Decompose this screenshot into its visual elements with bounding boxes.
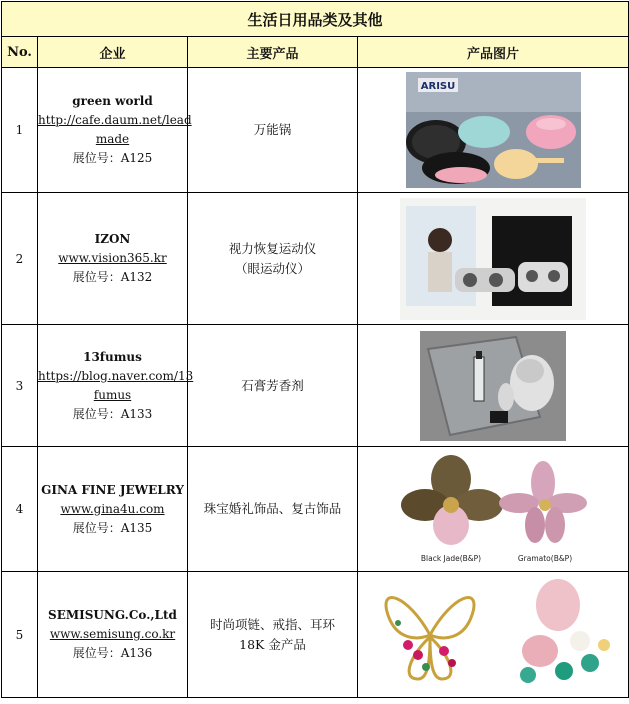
- booth-number: 展位号：A136: [72, 646, 153, 660]
- url-line[interactable]: https://blog.naver.com/13: [38, 368, 194, 383]
- product-cell: [188, 447, 358, 572]
- company-cell: [38, 193, 188, 325]
- product-line: 石膏芳香剂: [241, 377, 304, 393]
- url-line[interactable]: www.semisung.co.kr: [49, 627, 176, 641]
- row-number: 5: [2, 572, 38, 698]
- product-cell: [188, 325, 358, 447]
- table-title: 生活日用品类及其他: [2, 2, 629, 37]
- company-name: green world: [72, 94, 153, 108]
- header-product: 主要产品: [188, 37, 358, 68]
- row-number: 3: [2, 325, 38, 447]
- table-row: [2, 193, 629, 325]
- row-number: 1: [2, 68, 38, 193]
- company-cell: [38, 572, 188, 698]
- fashion-jewelry-photo: [368, 575, 618, 695]
- table-row: [2, 447, 629, 572]
- booth-number: 展位号：A133: [72, 406, 153, 421]
- product-image-cell: [358, 447, 629, 572]
- jewelry-caption: Black Jade(B&P): [420, 554, 482, 563]
- diffuser-photo: [420, 331, 566, 441]
- product-line: 18K 金产品: [239, 636, 306, 652]
- jewelry-caption: Gramato(B&P): [517, 554, 573, 563]
- booth-number: 展位号：A132: [72, 270, 153, 284]
- product-cell: [188, 193, 358, 325]
- url-line[interactable]: www.vision365.kr: [58, 251, 167, 265]
- jewelry-photo: [395, 449, 591, 569]
- header-company: 企业: [38, 37, 188, 68]
- url-line[interactable]: made: [95, 132, 130, 146]
- booth-number: 展位号：A135: [72, 520, 153, 535]
- product-line: 万能锅: [253, 122, 292, 137]
- company-url[interactable]: [38, 111, 192, 149]
- url-line[interactable]: http://cafe.daum.net/lead: [38, 113, 192, 127]
- product-line: 珠宝婚礼饰品、复古饰品: [203, 501, 342, 516]
- company-name: IZON: [94, 232, 131, 246]
- table-row: [2, 68, 629, 193]
- header-no: No.: [2, 37, 38, 68]
- company-url[interactable]: [38, 500, 187, 519]
- company-url[interactable]: [38, 249, 187, 268]
- company-cell: [38, 68, 192, 193]
- cookware-photo: [406, 72, 581, 188]
- company-cell: [38, 325, 194, 447]
- exhibitor-table: [1, 1, 629, 698]
- product-image-cell: [358, 325, 629, 447]
- company-url[interactable]: [38, 625, 187, 644]
- product-line: （眼运动仪）: [234, 260, 310, 276]
- product-cell: [188, 68, 358, 193]
- company-url[interactable]: [38, 367, 194, 405]
- company-cell: [38, 447, 188, 572]
- company-name: SEMISUNG.Co.,Ltd: [48, 608, 177, 622]
- product-line: 视力恢复运动仪: [228, 240, 317, 256]
- company-name: 13fumus: [83, 349, 142, 364]
- product-line: 时尚项链、戒指、耳环: [209, 616, 335, 632]
- booth-number: 展位号：A125: [72, 151, 153, 165]
- table-row: [2, 572, 629, 698]
- table-row: [2, 325, 629, 447]
- url-line[interactable]: www.gina4u.com: [60, 501, 165, 516]
- header-image: 产品图片: [358, 37, 629, 68]
- product-image-cell: [358, 68, 629, 193]
- company-name: GINA FINE JEWELRY: [41, 482, 184, 497]
- row-number: 4: [2, 447, 38, 572]
- row-number: 2: [2, 193, 38, 325]
- url-line[interactable]: fumus: [93, 387, 132, 402]
- product-cell: [188, 572, 358, 698]
- product-image-cell: [358, 572, 629, 698]
- product-image-cell: [358, 193, 629, 325]
- brand-logo-text: ARISU: [420, 81, 455, 92]
- eye-trainer-photo: [400, 198, 586, 320]
